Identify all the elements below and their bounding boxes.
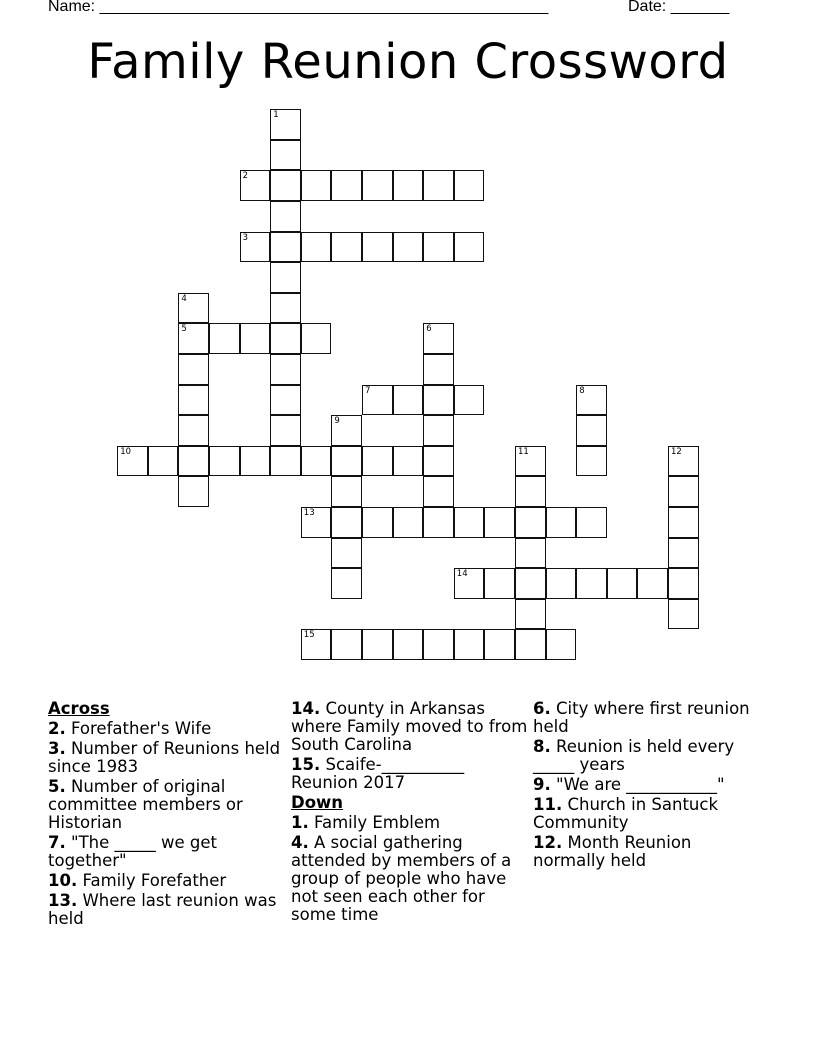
grid-cell[interactable] (362, 446, 393, 477)
clue-number: 10 (120, 446, 132, 457)
grid-cell[interactable] (454, 568, 485, 599)
clues-column-3 (533, 700, 763, 872)
grid-cell[interactable] (423, 629, 454, 660)
grid-cell[interactable] (270, 415, 301, 446)
grid-cell[interactable] (668, 446, 699, 477)
grid-cell[interactable] (393, 232, 424, 263)
grid-cell[interactable] (454, 385, 485, 416)
clue-number-label: 6. (533, 699, 551, 718)
grid-cell[interactable] (362, 507, 393, 538)
grid-cell[interactable] (576, 385, 607, 416)
clue-text: City where first reunion held (533, 699, 750, 736)
grid-cell[interactable] (484, 507, 515, 538)
clue-number-label: 5. (48, 777, 66, 796)
grid-cell[interactable] (423, 232, 454, 263)
clue-number-label: 2. (48, 719, 66, 738)
clue-item (48, 834, 283, 870)
clue-item (533, 700, 763, 736)
grid-cell[interactable] (362, 170, 393, 201)
grid-cell[interactable] (484, 568, 515, 599)
clue-text: Reunion is held every _____ years (533, 737, 735, 774)
grid-cell[interactable] (331, 476, 362, 507)
grid-cell[interactable] (301, 323, 332, 354)
clue-number: 8 (579, 385, 585, 396)
grid-cell[interactable] (515, 507, 546, 538)
grid-cell[interactable] (270, 323, 301, 354)
grid-cell[interactable] (454, 170, 485, 201)
clue-number-label: 10. (48, 871, 78, 890)
grid-cell[interactable] (331, 170, 362, 201)
grid-cell[interactable] (270, 293, 301, 324)
grid-cell[interactable] (576, 507, 607, 538)
grid-cell[interactable] (209, 323, 240, 354)
grid-cell[interactable] (301, 170, 332, 201)
name-label: Name: (48, 0, 96, 15)
name-blank: ______________________________________________________ (99, 0, 548, 15)
grid-cell[interactable] (454, 629, 485, 660)
grid-cell[interactable] (178, 293, 209, 324)
grid-cell[interactable] (178, 385, 209, 416)
down-heading: Down (291, 793, 344, 812)
clue-item (291, 834, 531, 924)
grid-cell[interactable] (423, 415, 454, 446)
grid-cell[interactable] (331, 415, 362, 446)
grid-cell[interactable] (178, 446, 209, 477)
clue-number-label: 8. (533, 737, 551, 756)
clue-item (48, 892, 283, 928)
grid-cell[interactable] (546, 507, 577, 538)
clue-text: Number of Reunions held since 1983 (48, 739, 281, 776)
clue-number: 5 (181, 324, 187, 335)
clue-number: 3 (242, 232, 249, 243)
across-heading: Across (48, 699, 110, 718)
grid-cell[interactable] (301, 232, 332, 263)
clue-text: "The _____ we get together" (48, 833, 218, 870)
clue-text: A social gathering attended by members of a group of people who have not seen each other for some time (291, 833, 512, 924)
grid-cell[interactable] (393, 385, 424, 416)
grid-cell[interactable] (270, 446, 301, 477)
page-title: Family Reunion Crossword (87, 34, 729, 90)
grid-cell[interactable] (423, 354, 454, 385)
clue-number-label: 15. (291, 755, 321, 774)
grid-cell[interactable] (515, 446, 546, 477)
clue-number-label: 3. (48, 739, 66, 758)
grid-cell[interactable] (515, 629, 546, 660)
clue-text: "We are ___________" (556, 775, 725, 794)
grid-cell[interactable] (362, 232, 393, 263)
clue-number: 6 (426, 324, 432, 335)
clue-text: Family Forefather (82, 871, 227, 890)
grid-cell[interactable] (393, 446, 424, 477)
date-blank: _______ (670, 0, 729, 15)
clue-number-label: 12. (533, 833, 563, 852)
grid-cell[interactable] (515, 599, 546, 630)
clue-number-label: 11. (533, 795, 563, 814)
grid-cell[interactable] (178, 415, 209, 446)
clue-number-label: 1. (291, 813, 309, 832)
grid-cell[interactable] (240, 232, 271, 263)
clue-number: 14 (456, 569, 468, 580)
grid-cell[interactable] (117, 446, 148, 477)
grid-cell[interactable] (178, 354, 209, 385)
clue-text: Number of original committee members or Historian (48, 777, 243, 832)
grid-cell[interactable] (576, 415, 607, 446)
clue-number: 2 (242, 171, 249, 182)
clue-item (291, 700, 531, 754)
grid-cell[interactable] (454, 232, 485, 263)
clue-number-label: 13. (48, 891, 78, 910)
clue-item (48, 740, 283, 776)
grid-cell[interactable] (331, 538, 362, 569)
grid-cell[interactable] (331, 446, 362, 477)
grid-cell[interactable] (393, 629, 424, 660)
clue-text: Family Emblem (314, 813, 441, 832)
clue-item (48, 778, 283, 832)
grid-cell[interactable] (668, 599, 699, 630)
grid-cell[interactable] (393, 507, 424, 538)
grid-cell[interactable] (423, 507, 454, 538)
grid-cell[interactable] (209, 446, 240, 477)
grid-cell[interactable] (178, 323, 209, 354)
grid-cell[interactable] (484, 629, 515, 660)
clue-text: Month Reunion normally held (533, 833, 692, 870)
clue-item (533, 776, 763, 794)
grid-cell[interactable] (270, 354, 301, 385)
grid-cell[interactable] (423, 323, 454, 354)
clue-item (48, 720, 283, 738)
grid-cell[interactable] (362, 385, 393, 416)
clue-number: 15 (303, 630, 315, 641)
grid-cell[interactable] (362, 629, 393, 660)
clue-text: County in Arkansas where Family moved to from South Carolina (291, 699, 528, 754)
grid-cell[interactable] (393, 170, 424, 201)
clue-text: Forefather's Wife (71, 719, 212, 738)
clue-text: Scaife-__________ Reunion 2017 (291, 755, 465, 792)
clue-number: 12 (671, 446, 682, 457)
grid-cell[interactable] (270, 232, 301, 263)
grid-cell[interactable] (668, 507, 699, 538)
grid-cell[interactable] (301, 629, 332, 660)
clue-item (533, 738, 763, 774)
clue-item (533, 834, 763, 870)
clues-column-1 (48, 700, 283, 930)
grid-cell[interactable] (546, 568, 577, 599)
grid-cell[interactable] (668, 568, 699, 599)
clue-number: 9 (334, 416, 340, 427)
grid-cell[interactable] (423, 476, 454, 507)
clue-text: Church in Santuck Community (533, 795, 718, 832)
grid-cell[interactable] (240, 170, 271, 201)
grid-cell[interactable] (270, 201, 301, 232)
date-label: Date: (628, 0, 667, 15)
grid-cell[interactable] (240, 446, 271, 477)
clue-number: 7 (365, 385, 371, 396)
clue-number: 1 (273, 110, 279, 121)
clue-item (48, 872, 283, 890)
grid-cell[interactable] (148, 446, 179, 477)
grid-cell[interactable] (270, 140, 301, 171)
grid-cell[interactable] (607, 568, 638, 599)
clue-item (291, 814, 531, 832)
grid-cell[interactable] (637, 568, 668, 599)
clue-number-label: 9. (533, 775, 551, 794)
clue-text: Where last reunion was held (48, 891, 277, 928)
grid-cell[interactable] (331, 507, 362, 538)
clue-number-label: 4. (291, 833, 309, 852)
grid-cell[interactable] (331, 232, 362, 263)
clues-column-2 (291, 700, 531, 926)
clue-number-label: 7. (48, 833, 66, 852)
grid-cell[interactable] (576, 446, 607, 477)
grid-cell[interactable] (668, 476, 699, 507)
grid-cell[interactable] (331, 629, 362, 660)
grid-cell[interactable] (178, 476, 209, 507)
grid-cell[interactable] (270, 109, 301, 140)
grid-cell[interactable] (546, 629, 577, 660)
grid-cell[interactable] (240, 323, 271, 354)
clue-number: 4 (181, 293, 187, 304)
grid-cell[interactable] (515, 568, 546, 599)
grid-cell[interactable] (668, 538, 699, 569)
grid-cell[interactable] (270, 385, 301, 416)
grid-cell[interactable] (270, 262, 301, 293)
grid-cell[interactable] (515, 476, 546, 507)
grid-cell[interactable] (423, 385, 454, 416)
grid-cell[interactable] (454, 507, 485, 538)
grid-cell[interactable] (301, 507, 332, 538)
grid-cell[interactable] (331, 568, 362, 599)
grid-cell[interactable] (301, 446, 332, 477)
clue-number: 11 (518, 446, 529, 457)
clue-item (533, 796, 763, 832)
grid-cell[interactable] (423, 446, 454, 477)
grid-cell[interactable] (423, 170, 454, 201)
clue-item (291, 756, 531, 792)
clue-number-label: 14. (291, 699, 321, 718)
grid-cell[interactable] (515, 538, 546, 569)
grid-cell[interactable] (576, 568, 607, 599)
clue-number: 13 (303, 508, 315, 518)
grid-cell[interactable] (270, 170, 301, 201)
